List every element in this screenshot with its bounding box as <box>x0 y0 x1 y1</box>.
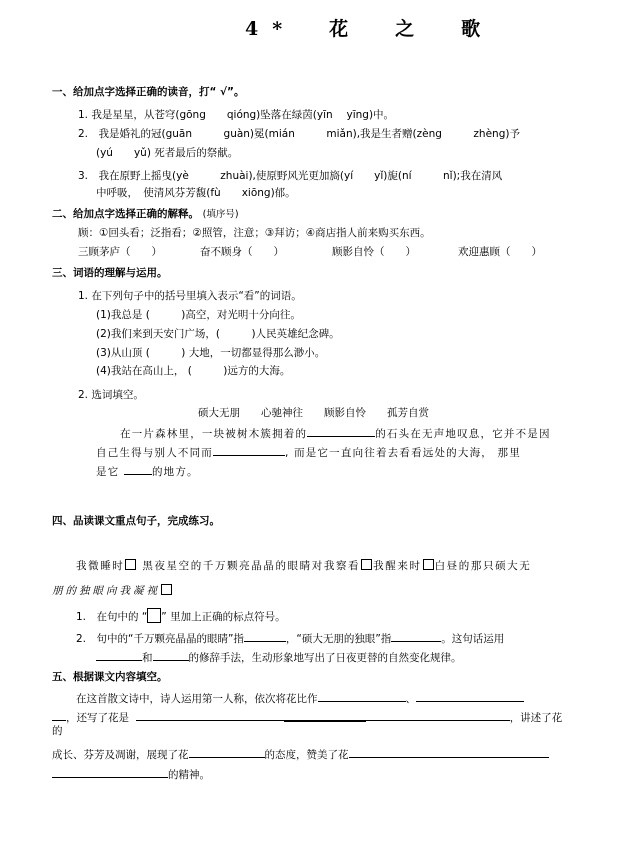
sec3-sentence-2: (2)我们来到天安门广场，( )人民英雄纪念碑。 <box>96 328 340 340</box>
punctuation-box[interactable] <box>161 584 172 595</box>
sec3-sentence-1: (1)我总是 ( )高空，对光明十分向往。 <box>96 309 301 321</box>
sec3-question-2: 2. 选词填空。 <box>78 389 144 401</box>
question-text: ” 里加上正确的标点符号。 <box>161 611 286 623</box>
sec4-question-2-cont <box>96 649 462 665</box>
blank-line[interactable] <box>416 690 524 702</box>
sec3-word-choices: 硕大无朋 心驰神往 顾影自怜 孤芳自赏 <box>198 407 429 419</box>
sec2-item-2: 奋不顾身（ ） <box>200 246 284 258</box>
question-text: 。这句话运用 <box>441 633 505 645</box>
passage-text: , 而是它一直向往着去看看远处的大海， 那里 <box>285 447 521 459</box>
question-text: 2. 句中的“千万颗亮晶晶的眼睛”指 <box>76 633 244 645</box>
sec5-line-1: 在这首散文诗中，诗人运用第一人称，依次将花比作 、 <box>76 690 524 706</box>
question-text: ，“硕大无朋的独眼”指 <box>285 633 392 645</box>
blank-line[interactable] <box>307 425 375 437</box>
sec5-line-4 <box>52 746 549 762</box>
sec3-passage-line-3 <box>96 463 199 479</box>
sec3-passage-line-2 <box>96 444 521 460</box>
section-1-heading: 一、给加点字选择正确的读音，打“ √”。 <box>52 86 245 98</box>
fill-text: 的精神。 <box>168 769 210 781</box>
fill-text: ，还写了花是 <box>66 712 129 724</box>
sec3-sentence-3: (3)从山顶 ( ) 大地，一切都显得那么渺小。 <box>96 347 326 359</box>
quote-text: 朋的独眼向我凝视 <box>52 585 160 597</box>
question-text: 的修辞手法，生动形象地写出了日夜更替的自然变化规律。 <box>188 652 462 664</box>
sec2-item-4: 欢迎惠顾（ ） <box>458 246 542 258</box>
fill-text: ，讲述了花 <box>509 712 563 724</box>
sec2-item-3: 顾影自怜（ ） <box>332 246 416 258</box>
quote-text: 白昼的那只硕大无 <box>434 560 532 572</box>
section-3-heading: 三、词语的理解与运用。 <box>52 267 168 279</box>
fill-text: 的态度，赞美了花 <box>264 749 349 761</box>
passage-text: 在一片森林里，一块被树木簇拥着的 <box>120 428 308 440</box>
sec4-quote-line-2 <box>52 583 173 598</box>
quote-text: 黑夜星空的千万颗亮晶晶的眼睛对我察看 <box>142 560 361 572</box>
fill-text: 成长、芬芳及凋谢，展现了花 <box>52 749 189 761</box>
sec5-line-3: 的 <box>52 725 63 737</box>
blank-line[interactable] <box>213 444 285 456</box>
sec1-question-3a: 3. 我在原野上摇曳(yè zhuài),使原野风光更加旖(yí yǐ)旎(ní nǐ);我在清风 <box>78 170 503 182</box>
blank-line[interactable] <box>189 746 265 758</box>
sec1-question-3b: 中呼吸， 使清风芬芳馥(fù xiōng)郁。 <box>96 187 296 199</box>
sec4-quote-line-1 <box>76 558 531 573</box>
blank-line[interactable] <box>244 630 286 642</box>
sec3-passage-line-1 <box>120 425 551 441</box>
fill-text: 在这首散文诗中，诗人运用第一人称，依次将花比作 <box>76 693 318 705</box>
sec4-question-1 <box>76 608 286 624</box>
blank-line[interactable] <box>391 630 441 642</box>
punctuation-box-sample <box>147 608 161 623</box>
quote-text: 我微睡时 <box>76 560 125 572</box>
blank-line[interactable] <box>96 649 142 661</box>
question-text: 和 <box>142 652 153 664</box>
blank-line[interactable] <box>136 709 510 721</box>
blank-line[interactable] <box>52 709 66 721</box>
passage-text: 是它 <box>96 466 120 478</box>
question-text: 1. 在句中的 “ <box>76 611 148 623</box>
sec1-question-2a: 2. 我是婚礼的冠(guān guàn)冕(mián miǎn),我是生者赠(zèng zhèng)予 <box>78 128 520 140</box>
blank-line[interactable] <box>52 766 168 778</box>
blank-line[interactable] <box>318 690 406 702</box>
section-4-heading: 四、品读课文重点句子，完成练习。 <box>52 515 220 527</box>
blank-line[interactable] <box>124 463 152 475</box>
sec3-question-1: 1. 在下列句子中的括号里填入表示“看”的词语。 <box>78 290 302 302</box>
sec4-question-2 <box>76 630 504 646</box>
section-2-heading <box>52 206 239 221</box>
sec5-line-2 <box>52 709 562 725</box>
sec2-item-1: 三顾茅庐（ ） <box>78 246 162 258</box>
section-2-note: (填序号) <box>202 209 239 220</box>
sec1-question-2b: (yú yǔ) 死者最后的祭献。 <box>96 147 239 159</box>
section-2-title: 二、给加点字选择正确的解释。 <box>52 208 199 220</box>
punctuation-box[interactable] <box>361 559 372 570</box>
blank-line[interactable] <box>153 649 189 661</box>
sec5-line-5 <box>52 766 210 782</box>
sec5-extra-line <box>284 721 366 722</box>
quote-text: 我醒来时 <box>373 560 422 572</box>
sec2-definition: 顾：①回头看；泛指看；②照管，注意；③拜访；④商店指人前来购买东西。 <box>78 227 431 239</box>
passage-text: 的地方。 <box>151 466 199 478</box>
section-5-heading: 五、根据课文内容填空。 <box>52 671 168 683</box>
punctuation-box[interactable] <box>423 559 434 570</box>
punctuation-box[interactable] <box>125 559 136 570</box>
page-title: 4* 花 之 歌 <box>245 18 495 40</box>
passage-text: 自己生得与别人不同而 <box>96 447 213 459</box>
passage-text: 的石头在无声地叹息，它并不是因 <box>375 428 551 440</box>
sec3-sentence-4: (4)我站在高山上， ( )远方的大海。 <box>96 365 291 377</box>
sec1-question-1: 1. 我是星星，从苍穹(gōng qióng)坠落在绿茵(yīn yīng)中。 <box>78 109 395 121</box>
blank-line[interactable] <box>349 746 549 758</box>
